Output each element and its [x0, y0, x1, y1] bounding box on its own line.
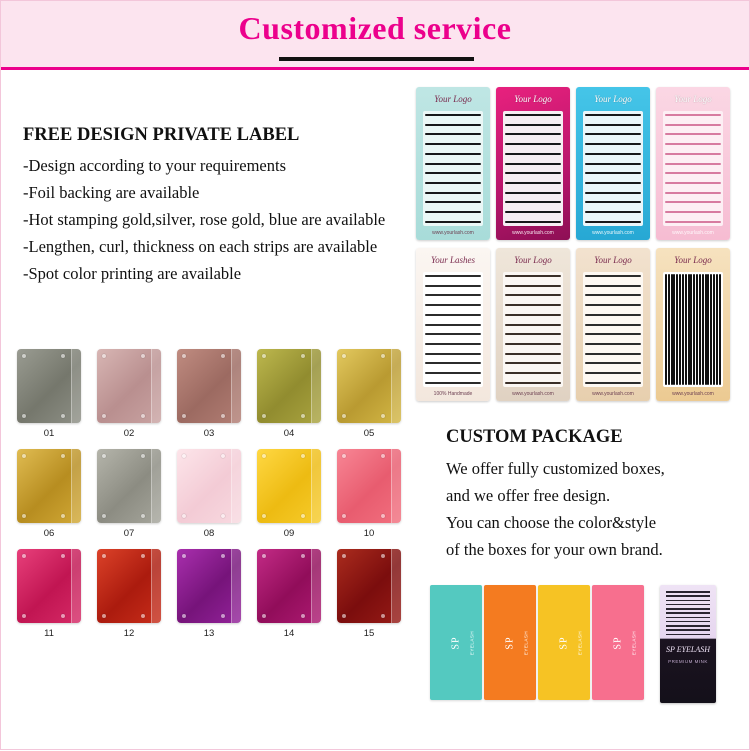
lash-strip-area	[503, 272, 563, 387]
lash-strip-area	[663, 111, 723, 226]
lash-strip	[425, 221, 481, 223]
lash-strip	[505, 362, 561, 364]
package-box-brand: SP	[558, 635, 570, 650]
swatch-cell[interactable]	[329, 349, 409, 439]
lash-strip-area	[663, 272, 723, 387]
lash-strip	[505, 143, 561, 145]
lash-strip	[585, 124, 641, 126]
lash-strip	[705, 274, 707, 385]
lash-tray[interactable]	[576, 248, 650, 401]
lash-strip	[425, 182, 481, 184]
color-swatch[interactable]	[177, 549, 241, 623]
swatch-label: 13	[203, 628, 215, 639]
lash-strip	[425, 285, 481, 287]
color-swatch[interactable]	[337, 549, 401, 623]
lash-strip	[665, 153, 721, 155]
package-box-row	[430, 585, 716, 703]
lash-strip	[425, 275, 481, 277]
swatch-label: 01	[43, 428, 55, 439]
color-swatch[interactable]	[17, 349, 81, 423]
color-swatch[interactable]	[177, 349, 241, 423]
premium-package-sub: PREMIUM MINK	[668, 659, 708, 664]
tray-sub-label: www.yourlash.com	[672, 230, 714, 236]
tray-sub-label: www.yourlash.com	[592, 230, 634, 236]
tray-logo-label: Your Logo	[594, 255, 632, 265]
tray-sub-label: www.yourlash.com	[592, 391, 634, 397]
swatch-label: 03	[203, 428, 215, 439]
lash-strip	[585, 275, 641, 277]
lash-strip	[425, 163, 481, 165]
lash-strip	[425, 372, 481, 374]
swatch-label: 12	[123, 628, 135, 639]
lash-strip	[719, 274, 721, 385]
lash-strip	[665, 124, 721, 126]
swatch-label: 04	[283, 428, 295, 439]
lash-tray[interactable]	[416, 248, 490, 401]
bullet-item: -Design according to your requirements	[23, 156, 287, 175]
box-color-swatch-grid	[9, 349, 409, 649]
swatch-row	[9, 349, 409, 439]
color-swatch[interactable]	[97, 549, 161, 623]
swatch-label: 05	[363, 428, 375, 439]
tray-logo-label: Your Logo	[514, 94, 552, 104]
lash-strip	[585, 294, 641, 296]
lash-strip	[585, 304, 641, 306]
swatch-row	[9, 549, 409, 639]
lash-strip	[707, 274, 709, 385]
left-column	[1, 67, 416, 751]
lash-strip	[505, 124, 561, 126]
lash-strip	[505, 201, 561, 203]
lash-strip	[425, 192, 481, 194]
package-box[interactable]	[484, 585, 536, 700]
swatch-cell[interactable]	[9, 549, 89, 639]
bullet-item: -Foil backing are available	[23, 183, 200, 202]
lash-strip	[585, 153, 641, 155]
tray-sub-label: www.yourlash.com	[672, 391, 714, 397]
lash-strip	[693, 274, 695, 385]
package-box-sub: EYELASH	[469, 630, 475, 655]
color-swatch[interactable]	[257, 449, 321, 523]
lash-tray[interactable]	[496, 248, 570, 401]
lash-strip	[585, 372, 641, 374]
lash-strip	[666, 591, 710, 593]
custom-package-line: We offer fully customized boxes,	[446, 459, 665, 478]
tray-sub-label: 100% Handmade	[433, 391, 473, 397]
color-swatch[interactable]	[337, 449, 401, 523]
swatch-label: 15	[363, 628, 375, 639]
swatch-cell[interactable]	[9, 349, 89, 439]
lash-strip	[585, 362, 641, 364]
swatch-cell[interactable]	[169, 549, 249, 639]
lash-strip	[666, 617, 710, 619]
lash-strip	[585, 324, 641, 326]
lash-strip	[666, 621, 710, 623]
lash-strip	[585, 285, 641, 287]
custom-package-line: and we offer free design.	[446, 486, 611, 505]
lash-strip	[425, 172, 481, 174]
lash-strip	[505, 114, 561, 116]
lash-strip	[505, 294, 561, 296]
lash-strip	[505, 192, 561, 194]
lash-strip	[666, 600, 710, 602]
lash-strip	[505, 163, 561, 165]
swatch-label: 14	[283, 628, 295, 639]
premium-package-brand: SP EYELASH	[665, 645, 711, 654]
lash-strip	[585, 333, 641, 335]
color-swatch[interactable]	[97, 449, 161, 523]
tray-sub-label: www.yourlash.com	[512, 230, 554, 236]
tray-logo-label: Your Lashes	[431, 255, 475, 265]
lash-strip-area	[423, 111, 483, 226]
lash-strip-area	[583, 111, 643, 226]
bullet-item: -Spot color printing are available	[23, 264, 242, 283]
lash-strip	[585, 353, 641, 355]
swatch-cell[interactable]	[249, 549, 329, 639]
lash-strip	[505, 153, 561, 155]
swatch-cell[interactable]	[329, 449, 409, 539]
lash-strip	[505, 314, 561, 316]
package-box[interactable]	[538, 585, 590, 700]
lash-strip	[668, 274, 670, 385]
package-box-brand: SP	[612, 635, 624, 650]
lash-strip	[690, 274, 692, 385]
color-swatch[interactable]	[257, 549, 321, 623]
lash-strip	[688, 274, 690, 385]
lash-strip	[425, 314, 481, 316]
package-box[interactable]	[592, 585, 644, 700]
lash-strip	[425, 124, 481, 126]
tray-sub-label: www.yourlash.com	[512, 391, 554, 397]
swatch-cell[interactable]	[249, 349, 329, 439]
tray-row	[416, 248, 741, 401]
lash-strip	[585, 133, 641, 135]
swatch-cell[interactable]	[329, 549, 409, 639]
swatch-cell[interactable]	[169, 449, 249, 539]
lash-strip	[505, 211, 561, 213]
package-box-brand: SP	[504, 635, 516, 650]
lash-strip	[505, 343, 561, 345]
lash-strip	[505, 275, 561, 277]
swatch-cell[interactable]	[9, 449, 89, 539]
lash-strip	[673, 274, 675, 385]
lash-strip	[425, 333, 481, 335]
tray-logo-label: Your Logo	[594, 94, 632, 104]
lash-strip	[585, 192, 641, 194]
swatch-label: 06	[43, 528, 55, 539]
lash-strip	[425, 294, 481, 296]
tray-logo-label: Your Logo	[514, 255, 552, 265]
lash-strip	[696, 274, 698, 385]
lash-strip	[425, 211, 481, 213]
lash-tray[interactable]	[656, 87, 730, 240]
lash-strip	[585, 163, 641, 165]
lash-strip	[425, 382, 481, 384]
lash-strip	[585, 143, 641, 145]
lash-strip	[505, 182, 561, 184]
lash-tray-grid	[416, 87, 741, 409]
package-box-sub: EYELASH	[577, 630, 583, 655]
color-swatch[interactable]	[337, 349, 401, 423]
lash-strip	[713, 274, 715, 385]
swatch-cell[interactable]	[89, 549, 169, 639]
lash-strip	[505, 333, 561, 335]
lash-strip	[425, 153, 481, 155]
lash-tray[interactable]	[656, 248, 730, 401]
custom-package-line: of the boxes for your own brand.	[446, 540, 663, 559]
lash-strip-area	[583, 272, 643, 387]
lash-strip	[585, 182, 641, 184]
lash-strip	[585, 201, 641, 203]
lash-strip	[505, 172, 561, 174]
lash-strip	[505, 353, 561, 355]
lash-strip	[666, 625, 710, 627]
premium-lash-strips	[666, 591, 710, 635]
bullet-item: -Hot stamping gold,silver, rose gold, blue are available	[23, 210, 386, 229]
lash-strip	[702, 274, 704, 385]
lash-strip	[505, 324, 561, 326]
tray-logo-label: Your Logo	[434, 94, 472, 104]
lash-strip	[665, 192, 721, 194]
color-swatch[interactable]	[257, 349, 321, 423]
lash-strip	[666, 595, 710, 597]
lash-strip	[425, 353, 481, 355]
swatch-cell[interactable]	[89, 449, 169, 539]
lash-strip	[665, 114, 721, 116]
swatch-label: 07	[123, 528, 135, 539]
lash-strip	[585, 314, 641, 316]
lash-strip	[585, 382, 641, 384]
lash-strip	[665, 221, 721, 223]
lash-strip	[425, 324, 481, 326]
tray-row	[416, 87, 741, 240]
lash-strip	[676, 274, 678, 385]
swatch-row	[9, 449, 409, 539]
free-design-bullets	[23, 152, 413, 287]
lash-strip	[665, 163, 721, 165]
custom-package-text	[446, 455, 746, 563]
lash-tray[interactable]	[496, 87, 570, 240]
lash-strip	[505, 372, 561, 374]
lash-strip	[665, 133, 721, 135]
lash-strip	[425, 201, 481, 203]
lash-strip	[665, 211, 721, 213]
package-box-sub: EYELASH	[523, 630, 529, 655]
tray-logo-label: Your Logo	[674, 255, 712, 265]
lash-strip-area	[423, 272, 483, 387]
lash-strip	[716, 274, 718, 385]
swatch-cell[interactable]	[89, 349, 169, 439]
lash-strip	[505, 285, 561, 287]
lash-strip	[505, 382, 561, 384]
lash-strip	[685, 274, 687, 385]
swatch-label: 02	[123, 428, 135, 439]
swatch-label: 09	[283, 528, 295, 539]
swatch-cell[interactable]	[249, 449, 329, 539]
lash-strip	[425, 143, 481, 145]
lash-strip	[666, 612, 710, 614]
package-box-sub: EYELASH	[631, 630, 637, 655]
tray-sub-label: www.yourlash.com	[432, 230, 474, 236]
lash-strip	[666, 629, 710, 631]
lash-strip	[671, 274, 673, 385]
lash-strip	[505, 133, 561, 135]
lash-strip	[682, 274, 684, 385]
right-column	[416, 67, 750, 751]
lash-strip	[425, 133, 481, 135]
lash-strip	[710, 274, 712, 385]
lash-strip	[505, 304, 561, 306]
lash-strip	[585, 114, 641, 116]
lash-strip	[665, 143, 721, 145]
lash-tray[interactable]	[576, 87, 650, 240]
lash-strip	[665, 172, 721, 174]
lash-strip	[585, 221, 641, 223]
color-swatch[interactable]	[177, 449, 241, 523]
tray-logo-label: Your Logo	[674, 94, 712, 104]
lash-strip	[665, 274, 667, 385]
lash-strip	[425, 304, 481, 306]
color-swatch[interactable]	[97, 349, 161, 423]
package-box[interactable]	[430, 585, 482, 700]
lash-strip-area	[503, 111, 563, 226]
lash-strip	[665, 201, 721, 203]
free-design-heading: FREE DESIGN PRIVATE LABEL	[23, 125, 300, 145]
lash-strip	[505, 221, 561, 223]
page-header	[1, 1, 749, 70]
lash-strip	[679, 274, 681, 385]
swatch-label: 10	[363, 528, 375, 539]
bullet-item: -Lengthen, curl, thickness on each strips are available	[23, 237, 378, 256]
lash-strip	[666, 604, 710, 606]
lash-strip	[699, 274, 701, 385]
lash-tray[interactable]	[416, 87, 490, 240]
lash-strip	[425, 362, 481, 364]
color-swatch[interactable]	[17, 549, 81, 623]
custom-package-heading: CUSTOM PACKAGE	[446, 427, 623, 447]
lash-strip	[666, 608, 710, 610]
swatch-label: 11	[44, 628, 54, 639]
lash-strip	[585, 172, 641, 174]
swatch-cell[interactable]	[169, 349, 249, 439]
custom-package-line: You can choose the color&style	[446, 513, 657, 532]
lash-strip	[425, 114, 481, 116]
lash-strip	[665, 182, 721, 184]
lash-strip	[666, 634, 710, 636]
premium-package-box[interactable]	[660, 585, 716, 703]
lash-strip	[585, 343, 641, 345]
page-title: Customized service	[238, 10, 512, 46]
lash-strip	[585, 211, 641, 213]
color-swatch[interactable]	[17, 449, 81, 523]
title-underline	[279, 57, 474, 61]
package-box-brand: SP	[450, 635, 462, 650]
swatch-label: 08	[203, 528, 215, 539]
lash-strip	[425, 343, 481, 345]
